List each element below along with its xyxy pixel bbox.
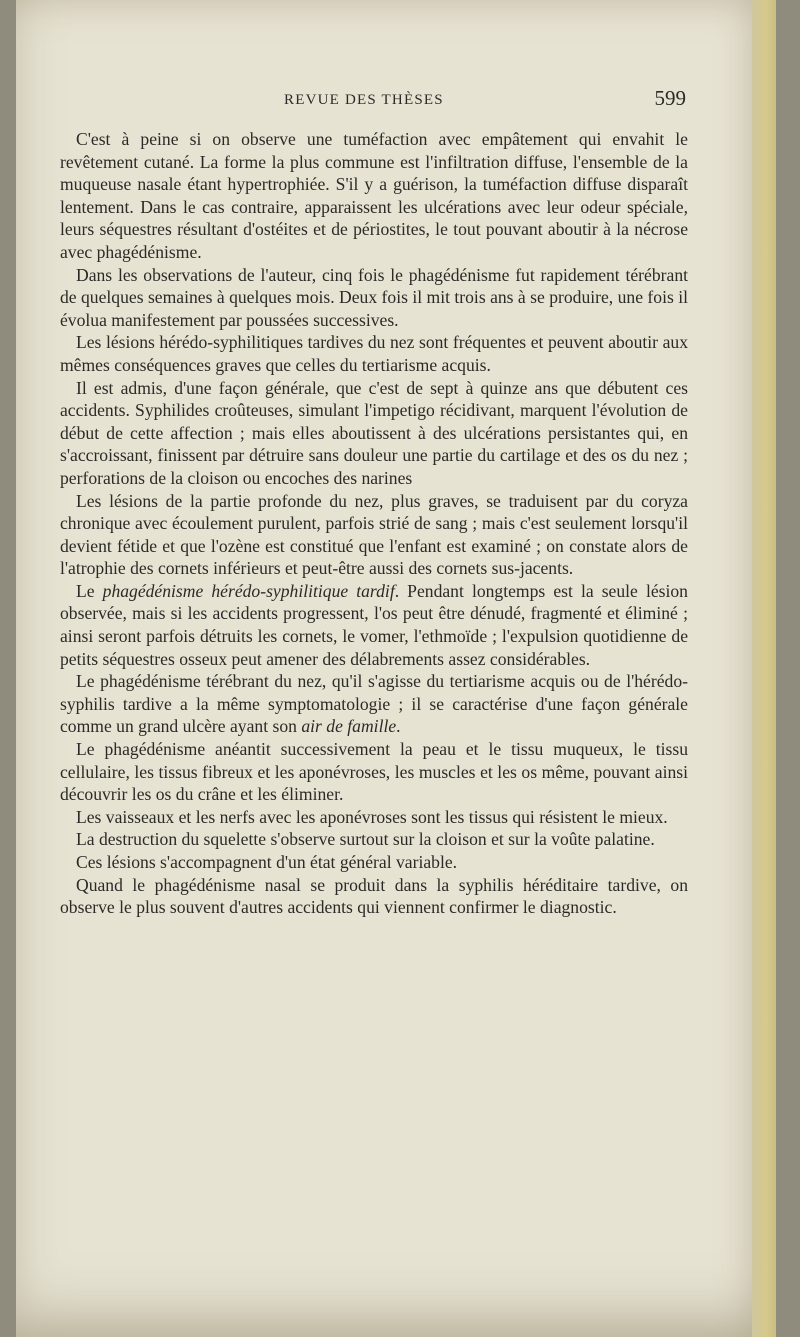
paragraph: Les lésions de la partie profonde du nez, plus graves, se traduisent par du coryza chronique avec écoulement purulent, parfois strié de sang ; mais c'est seulement lorsqu'il devient fétide et que l'ozène est constitué que l'enfant est examiné ; on constate alors de l'atrophie des cornets inférieurs et peut-être aussi des cornets sus-jacents.: [60, 490, 688, 579]
paragraph: Dans les observations de l'auteur, cinq fois le phagédénisme fut rapidement térébrant de quelques semaines à quelques mois. Deux fois il mit trois ans à se produire, une fois il évolua manifestement par poussées successives.: [60, 264, 688, 330]
paragraph: Ces lésions s'accompagnent d'un état général variable.: [76, 852, 458, 872]
paragraph: [60, 670, 688, 738]
paragraph-rest: . Pendant longtemps est la seule lésion observée, mais si les accidents progressent, l'os peut être dénudé, fragmenté et éliminé ; ainsi seront parfois détruits les cornets, le vomer, l'ethmoïde ; l'expulsion quotidienne de petits séquestres osseux peut amener des délabrements assez considérables.: [60, 580, 688, 669]
page-number: 599: [654, 86, 686, 110]
paragraph: Les vaisseaux et les nerfs avec les aponévroses sont les tissus qui résistent le mieux.: [76, 806, 668, 827]
paragraph: [60, 580, 688, 670]
page-header: [16, 86, 686, 116]
italic-term: air de famille: [301, 716, 397, 737]
paragraph: Le phagédénisme anéantit successivement la peau et le tissu muqueux, le tissu cellulaire, les tissus fibreux et les aponévroses, les muscles et les os même, pouvant ainsi découvrir les os du crâne et les éliminer.: [60, 739, 688, 805]
body-text: [60, 128, 688, 919]
paragraph-lead: Le: [76, 580, 95, 601]
page-edge: [752, 0, 776, 1337]
paragraph-lead: Le phagédénisme térébrant du nez, qu'il s'agisse du tertiarisme acquis ou de l'hérédo-syphilis tardive a la même symptomatologie ; il se caractérise d'une façon générale comme un grand ulcère ayant son: [60, 671, 688, 737]
paragraph: Il est admis, d'une façon générale, que c'est de sept à quinze ans que débutent ces accidents. Syphilides croûteuses, simulant l'impetigo récidivant, marquent l'évolution de début de cette affection ; mais elles aboutissent à des ulcérations persistantes qui, en s'accroissant, finissent par détruire sans douleur une partie du cartilage et des os du nez ; perforations de la cloison ou encoches des narines: [60, 377, 688, 488]
paragraph: Quand le phagédénisme nasal se produit dans la syphilis héréditaire tardive, on observe le plus souvent d'autres accidents qui viennent confirmer le diagnostic.: [60, 874, 688, 918]
paragraph: Les lésions hérédo-syphilitiques tardives du nez sont fréquentes et peuvent aboutir aux mêmes conséquences graves que celles du tertiarisme acquis.: [60, 332, 688, 375]
paragraph: La destruction du squelette s'observe surtout sur la cloison et sur la voûte palatine.: [76, 829, 655, 850]
paragraph-end: .: [396, 716, 401, 737]
book-page: [16, 0, 776, 1337]
paragraph: C'est à peine si on observe une tuméfaction avec empâtement qui envahit le revêtement cutané. La forme la plus commune est l'infiltration diffuse, l'ensemble de la muqueuse nasale étant hypertrophiée. S'il y a guérison, la tuméfaction diffuse disparaît lentement. Dans le cas contraire, apparaissent les ulcérations avec leur odeur spéciale, leurs séquestres résultant d'ostéites et de périostites, le tout pouvant aboutir à la nécrose avec phagédénisme.: [60, 129, 688, 262]
running-title: REVUE DES THÈSES: [284, 92, 444, 108]
italic-term: phagédénisme hérédo-syphilitique tardif: [102, 580, 395, 601]
